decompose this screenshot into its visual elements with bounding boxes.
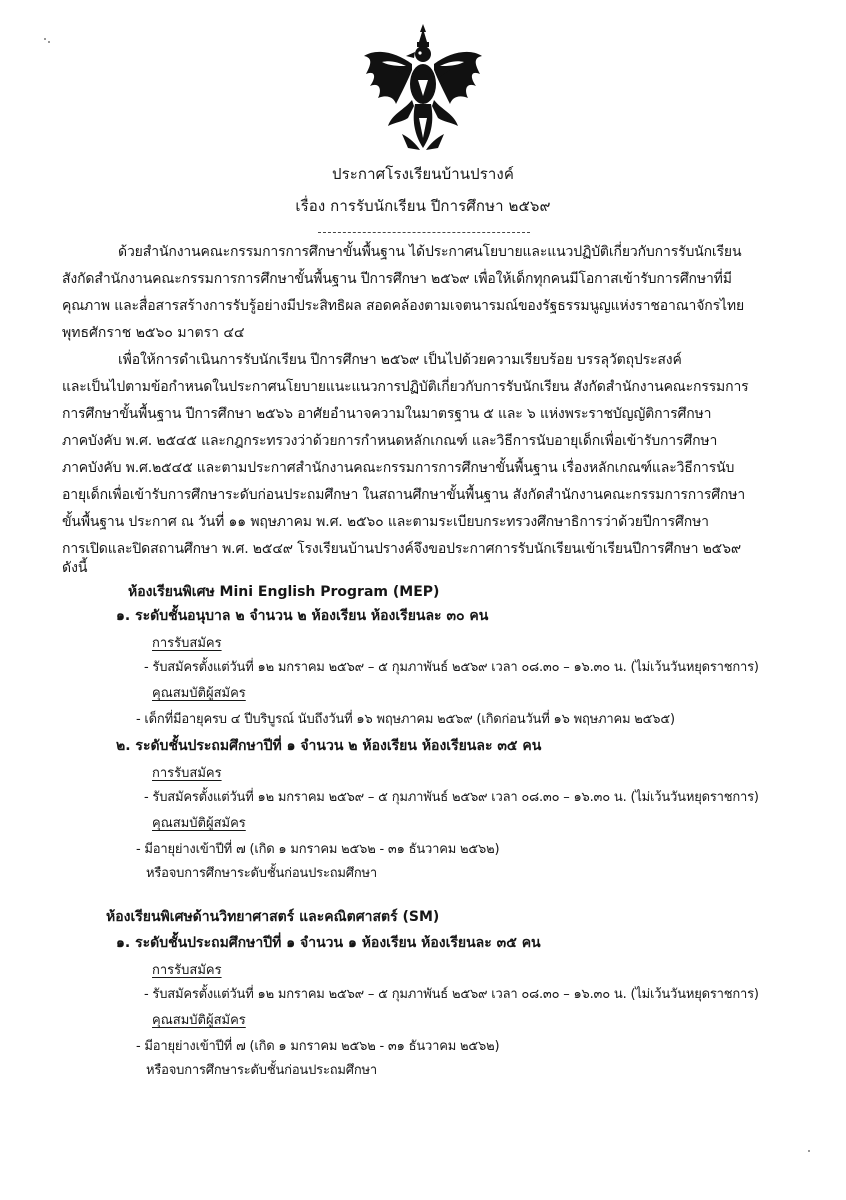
paragraph-line: การเปิดและปิดสถานศึกษา พ.ศ. ๒๕๔๙ โรงเรียนบ้านปรางค์จึงขอประกาศการรับนักเรียนเข้าเรียนปีการศึกษา ๒๕๖๙: [62, 541, 741, 557]
document-title: ประกาศโรงเรียนบ้านปรางค์: [332, 165, 514, 183]
paragraph-line: ดังนี้: [62, 560, 88, 576]
scan-speck: [48, 41, 50, 43]
paragraph-line: เพื่อให้การดำเนินการรับนักเรียน ปีการศึกษา ๒๕๖๙ เป็นไปด้วยความเรียบร้อย บรรลุวัตถุประสงค์: [118, 352, 682, 368]
mep-item-1-qual-text: - เด็กที่มีอายุครบ ๔ ปีบริบูรณ์ นับถึงวันที่ ๑๖ พฤษภาคม ๒๕๖๙ (เกิดก่อนวันที่ ๑๖ พฤษภาคม ๒๕๖๕): [136, 712, 675, 727]
scan-speck: [808, 1150, 810, 1152]
garuda-emblem-icon: [362, 22, 484, 152]
paragraph-line: ขั้นพื้นฐาน ประกาศ ณ วันที่ ๑๑ พฤษภาคม พ.ศ. ๒๕๖๐ และตามระเบียบกระทรวงศึกษาธิการว่าด้วยปีการศึกษา: [62, 514, 709, 530]
mep-item-2-qual-text: - มีอายุย่างเข้าปีที่ ๗ (เกิด ๑ มกราคม ๒๕๖๒ - ๓๑ ธันวาคม ๒๕๖๒): [136, 842, 500, 857]
document-subject: เรื่อง การรับนักเรียน ปีการศึกษา ๒๕๖๙: [295, 197, 551, 215]
title-divider: [318, 232, 530, 233]
sm-item-1-qual-text: - มีอายุย่างเข้าปีที่ ๗ (เกิด ๑ มกราคม ๒๕๖๒ - ๓๑ ธันวาคม ๒๕๖๒): [136, 1039, 500, 1054]
sm-item-1-title: ๑. ระดับชั้นประถมศึกษาปีที่ ๑ จำนวน ๑ ห้องเรียน ห้องเรียนละ ๓๕ คน: [116, 935, 541, 951]
mep-item-1-apply-label: การรับสมัคร: [152, 636, 222, 651]
sm-item-1-apply-text: - รับสมัครตั้งแต่วันที่ ๑๒ มกราคม ๒๕๖๙ – ๕ กุมภาพันธ์ ๒๕๖๙ เวลา ๐๘.๓๐ – ๑๖.๓๐ น. (ไม่เว้นวันหยุดราชการ): [144, 987, 759, 1002]
mep-item-2-qual-text: หรือจบการศึกษาระดับชั้นก่อนประถมศึกษา: [146, 866, 377, 881]
paragraph-line: ภาคบังคับ พ.ศ. ๒๕๔๕ และกฎกระทรวงว่าด้วยการกำหนดหลักเกณฑ์ และวิธีการนับอายุเด็กเพื่อเข้ารับการศึกษา: [62, 433, 718, 449]
mep-item-1-qual-label: คุณสมบัติผู้สมัคร: [152, 686, 246, 701]
mep-item-2-title: ๒. ระดับชั้นประถมศึกษาปีที่ ๑ จำนวน ๒ ห้องเรียน ห้องเรียนละ ๓๕ คน: [116, 738, 542, 754]
paragraph-line: ด้วยสำนักงานคณะกรรมการการศึกษาขั้นพื้นฐาน ได้ประกาศนโยบายและแนวปฏิบัติเกี่ยวกับการรับนักเรียน: [118, 244, 742, 260]
paragraph-line: การศึกษาขั้นพื้นฐาน ปีการศึกษา ๒๕๖๖ อาศัยอำนาจความในมาตรฐาน ๕ และ ๖ แห่งพระราชบัญญัติการศึกษา: [62, 406, 712, 422]
paragraph-line: ภาคบังคับ พ.ศ.๒๕๔๕ และตามประกาศสำนักงานคณะกรรมการการศึกษาขั้นพื้นฐาน เรื่องหลักเกณฑ์และวิธีการนับ: [62, 460, 735, 476]
scan-speck: [44, 38, 46, 40]
mep-item-2-apply-label: การรับสมัคร: [152, 766, 222, 781]
sm-item-1-qual-label: คุณสมบัติผู้สมัคร: [152, 1013, 246, 1028]
sm-item-1-qual-text: หรือจบการศึกษาระดับชั้นก่อนประถมศึกษา: [146, 1063, 377, 1078]
sm-heading: ห้องเรียนพิเศษด้านวิทยาศาสตร์ และคณิตศาสตร์ (SM): [106, 909, 440, 925]
mep-item-1-apply-text: - รับสมัครตั้งแต่วันที่ ๑๒ มกราคม ๒๕๖๙ – ๕ กุมภาพันธ์ ๒๕๖๙ เวลา ๐๘.๓๐ – ๑๖.๓๐ น. (ไม่เว้นวันหยุดราชการ): [144, 660, 759, 675]
paragraph-line: สังกัดสำนักงานคณะกรรมการการศึกษาขั้นพื้นฐาน ปีการศึกษา ๒๕๖๙ เพื่อให้เด็กทุกคนมีโอกาสเข้ารับการศึกษาที่มี: [62, 271, 732, 287]
mep-item-2-apply-text: - รับสมัครตั้งแต่วันที่ ๑๒ มกราคม ๒๕๖๙ – ๕ กุมภาพันธ์ ๒๕๖๙ เวลา ๐๘.๓๐ – ๑๖.๓๐ น. (ไม่เว้นวันหยุดราชการ): [144, 790, 759, 805]
mep-item-1-title: ๑. ระดับชั้นอนุบาล ๒ จำนวน ๒ ห้องเรียน ห้องเรียนละ ๓๐ คน: [116, 608, 489, 624]
paragraph-line: พุทธศักราช ๒๕๖๐ มาตรา ๔๔: [62, 325, 245, 341]
paragraph-line: และเป็นไปตามข้อกำหนดในประกาศนโยบายแนะแนวการปฏิบัติเกี่ยวกับการรับนักเรียน สังกัดสำนักงานคณะกรรมการ: [62, 379, 749, 395]
sm-item-1-apply-label: การรับสมัคร: [152, 963, 222, 978]
mep-heading: ห้องเรียนพิเศษ Mini English Program (MEP): [128, 584, 440, 600]
paragraph-line: คุณภาพ และสื่อสารสร้างการรับรู้อย่างมีประสิทธิผล สอดคล้องตามเจตนารมณ์ของรัฐธรรมนูญแห่งราชอาณาจักรไทย: [62, 298, 745, 314]
paragraph-line: อายุเด็กเพื่อเข้ารับการศึกษาระดับก่อนประถมศึกษา ในสถานศึกษาขั้นพื้นฐาน สังกัดสำนักงานคณะกรรมการการศึกษา: [62, 487, 746, 503]
mep-item-2-qual-label: คุณสมบัติผู้สมัคร: [152, 816, 246, 831]
